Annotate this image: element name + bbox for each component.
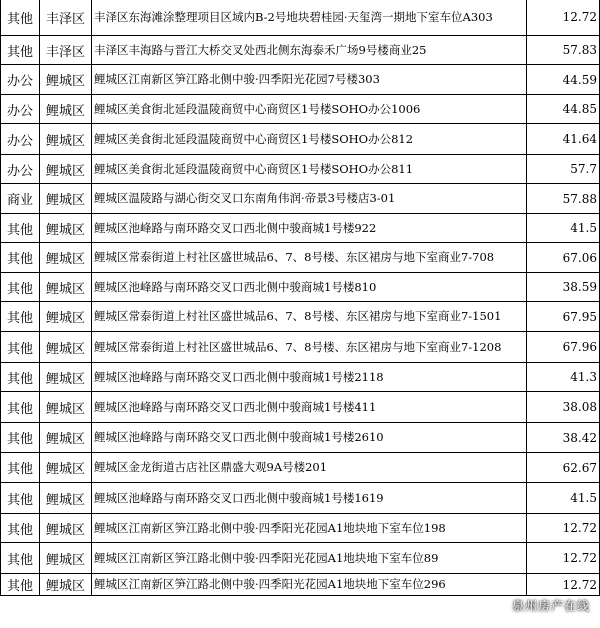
table-row [1, 184, 600, 214]
address-cell: 丰泽区丰海路与晋江大桥交叉处西北侧东海泰禾广场9号楼商业25 [92, 36, 527, 65]
area-cell: 12.72 [527, 543, 600, 574]
table-row [1, 36, 600, 65]
area-cell: 44.59 [527, 65, 600, 95]
area-cell: 57.88 [527, 184, 600, 214]
table-row [1, 124, 600, 155]
address-cell: 鲤城区江南新区笋江路北侧中骏·四季阳光花园A1地块地下室车位198 [92, 514, 527, 543]
area-cell: 62.67 [527, 453, 600, 483]
address-cell: 鲤城区江南新区笋江路北侧中骏·四季阳光花园A1地块地下室车位89 [92, 543, 527, 574]
type-cell: 其他 [1, 363, 40, 392]
table-row [1, 392, 600, 423]
table-row [1, 302, 600, 332]
district-cell: 鲤城区 [40, 273, 92, 302]
type-cell: 办公 [1, 155, 40, 184]
district-cell: 鲤城区 [40, 453, 92, 483]
type-cell: 其他 [1, 574, 40, 596]
type-cell: 办公 [1, 124, 40, 155]
district-cell: 丰泽区 [40, 36, 92, 65]
address-cell: 鲤城区江南新区笋江路北侧中骏·四季阳光花园A1地块地下室车位296 [92, 574, 527, 596]
area-cell: 38.08 [527, 392, 600, 423]
type-cell: 其他 [1, 273, 40, 302]
type-cell: 其他 [1, 36, 40, 65]
type-cell: 其他 [1, 483, 40, 514]
area-cell: 67.95 [527, 302, 600, 332]
address-cell: 鲤城区池峰路与南环路交叉口西北侧中骏商城1号楼810 [92, 273, 527, 302]
area-cell: 38.42 [527, 423, 600, 453]
address-cell: 鲤城区金龙街道古店社区鼎盛大观9A号楼201 [92, 453, 527, 483]
area-cell: 41.5 [527, 214, 600, 243]
table-row [1, 453, 600, 483]
area-cell: 38.59 [527, 273, 600, 302]
type-cell: 其他 [1, 243, 40, 273]
area-cell: 12.72 [527, 514, 600, 543]
district-cell: 鲤城区 [40, 514, 92, 543]
district-cell: 鲤城区 [40, 243, 92, 273]
area-cell: 44.85 [527, 95, 600, 124]
type-cell: 其他 [1, 0, 40, 36]
table-row [1, 514, 600, 543]
table-row [1, 0, 600, 36]
type-cell: 其他 [1, 392, 40, 423]
district-cell: 鲤城区 [40, 483, 92, 514]
watermark: 泉州房产在线 [511, 599, 590, 613]
area-cell: 57.7 [527, 155, 600, 184]
district-cell: 鲤城区 [40, 363, 92, 392]
type-cell: 商业 [1, 184, 40, 214]
area-cell: 41.5 [527, 483, 600, 514]
table-row [1, 155, 600, 184]
type-cell: 其他 [1, 543, 40, 574]
district-cell: 鲤城区 [40, 65, 92, 95]
table-row [1, 332, 600, 363]
address-cell: 鲤城区池峰路与南环路交叉口西北侧中骏商城1号楼2610 [92, 423, 527, 453]
district-cell: 鲤城区 [40, 184, 92, 214]
district-cell: 丰泽区 [40, 0, 92, 36]
address-cell: 鲤城区池峰路与南环路交叉口西北侧中骏商城1号楼411 [92, 392, 527, 423]
district-cell: 鲤城区 [40, 155, 92, 184]
table-row [1, 214, 600, 243]
table-row [1, 243, 600, 273]
type-cell: 其他 [1, 423, 40, 453]
district-cell: 鲤城区 [40, 392, 92, 423]
address-cell: 鲤城区池峰路与南环路交叉口西北侧中骏商城1号楼922 [92, 214, 527, 243]
type-cell: 其他 [1, 453, 40, 483]
address-cell: 鲤城区美食街北延段温陵商贸中心商贸区1号楼SOHO办公812 [92, 124, 527, 155]
table-row [1, 423, 600, 453]
address-cell: 鲤城区常泰街道上村社区盛世城品6、7、8号楼、东区裙房与地下室商业7-1208 [92, 332, 527, 363]
district-cell: 鲤城区 [40, 95, 92, 124]
area-cell: 67.96 [527, 332, 600, 363]
address-cell: 鲤城区常泰街道上村社区盛世城品6、7、8号楼、东区裙房与地下室商业7-1501 [92, 302, 527, 332]
property-table-body [1, 0, 600, 596]
table-row [1, 574, 600, 596]
table-row [1, 273, 600, 302]
address-cell: 鲤城区池峰路与南环路交叉口西北侧中骏商城1号楼1619 [92, 483, 527, 514]
table-row [1, 543, 600, 574]
area-cell: 67.06 [527, 243, 600, 273]
type-cell: 其他 [1, 514, 40, 543]
district-cell: 鲤城区 [40, 423, 92, 453]
type-cell: 其他 [1, 214, 40, 243]
address-cell: 鲤城区池峰路与南环路交叉口西北侧中骏商城1号楼2118 [92, 363, 527, 392]
table-row [1, 363, 600, 392]
area-cell: 12.72 [527, 0, 600, 36]
district-cell: 鲤城区 [40, 124, 92, 155]
district-cell: 鲤城区 [40, 332, 92, 363]
type-cell: 其他 [1, 302, 40, 332]
address-cell: 鲤城区温陵路与湖心街交叉口东南角伟润·帝景3号楼店3-01 [92, 184, 527, 214]
type-cell: 其他 [1, 332, 40, 363]
area-cell: 12.72 [527, 574, 600, 596]
address-cell: 丰泽区东海滩涂整理项目区域内B-2号地块碧桂园·天玺湾一期地下室车位A303 [92, 0, 527, 36]
table-row [1, 95, 600, 124]
area-cell: 41.3 [527, 363, 600, 392]
type-cell: 办公 [1, 95, 40, 124]
table-row [1, 65, 600, 95]
area-cell: 41.64 [527, 124, 600, 155]
district-cell: 鲤城区 [40, 543, 92, 574]
area-cell: 57.83 [527, 36, 600, 65]
address-cell: 鲤城区常泰街道上村社区盛世城品6、7、8号楼、东区裙房与地下室商业7-708 [92, 243, 527, 273]
table-row [1, 483, 600, 514]
type-cell: 办公 [1, 65, 40, 95]
district-cell: 鲤城区 [40, 214, 92, 243]
district-cell: 鲤城区 [40, 574, 92, 596]
address-cell: 鲤城区美食街北延段温陵商贸中心商贸区1号楼SOHO办公811 [92, 155, 527, 184]
district-cell: 鲤城区 [40, 302, 92, 332]
address-cell: 鲤城区江南新区笋江路北侧中骏·四季阳光花园7号楼303 [92, 65, 527, 95]
address-cell: 鲤城区美食街北延段温陵商贸中心商贸区1号楼SOHO办公1006 [92, 95, 527, 124]
